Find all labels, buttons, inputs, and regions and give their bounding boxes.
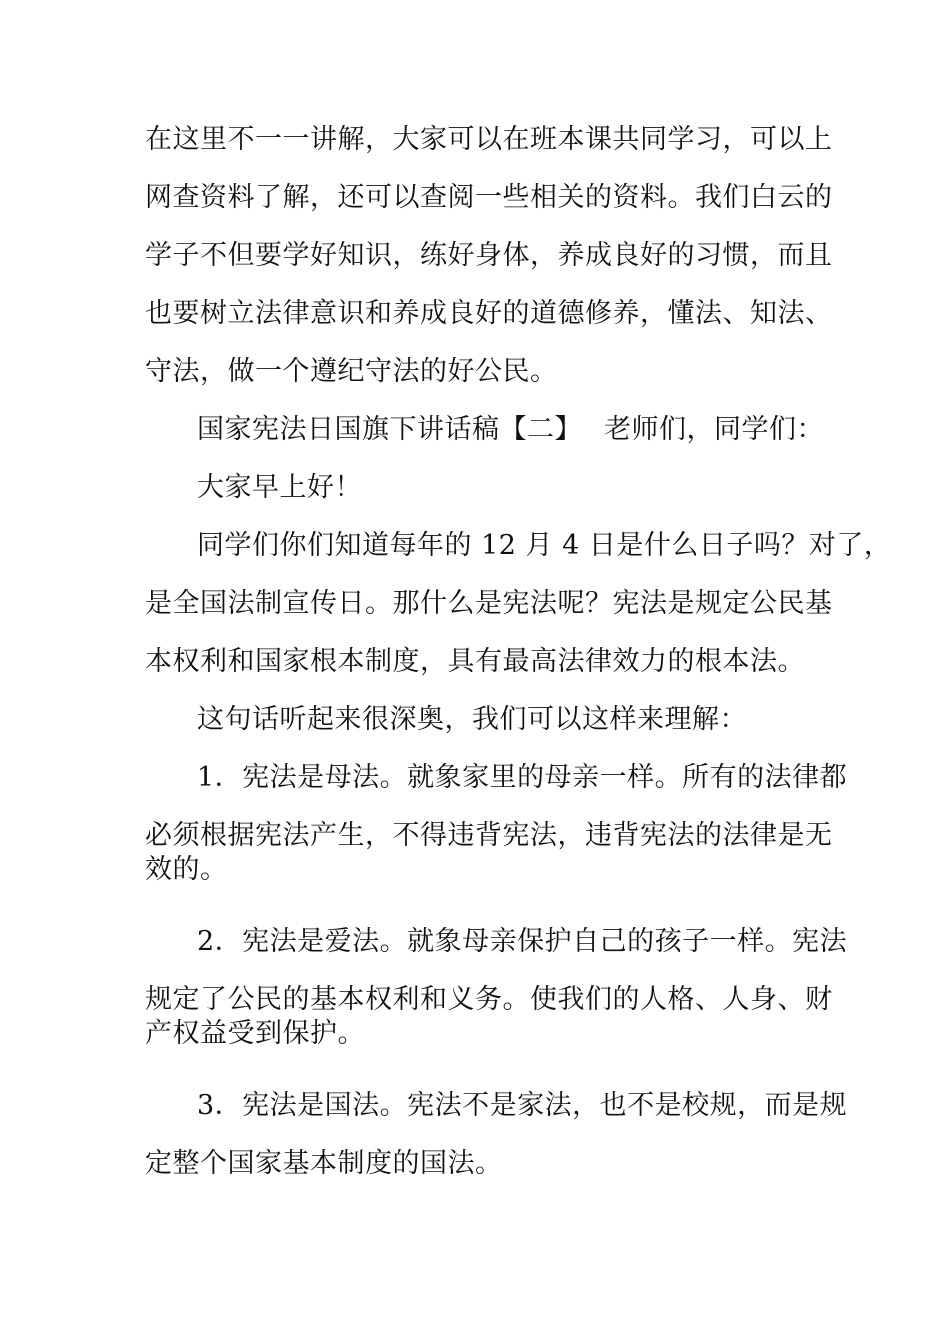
- salutation: 老师们，同学们：: [604, 414, 824, 445]
- paragraph-line: 在这里不一一讲解，大家可以在班本课共同学习，可以上: [145, 124, 833, 155]
- list-item-line: 产权益受到保护。: [145, 1018, 365, 1049]
- paragraph-line: 本权利和国家根本制度，具有最高法律效力的根本法。: [145, 646, 805, 677]
- list-item-line: 效的。: [145, 854, 228, 885]
- paragraph-line: 也要树立法律意识和养成良好的道德修养，懂法、知法、: [145, 298, 833, 329]
- list-item-line: 规定了公民的基本权利和义务。使我们的人格、人身、财: [145, 984, 833, 1015]
- list-item-line: 必须根据宪法产生，不得违背宪法，违背宪法的法律是无: [145, 820, 833, 851]
- section-heading: 国家宪法日国旗下讲话稿【二】: [197, 414, 582, 445]
- list-item-line: 3．宪法是国法。宪法不是家法，也不是校规，而是规: [197, 1090, 848, 1121]
- paragraph-line: 同学们你们知道每年的 12 月 4 日是什么日子吗？对了，: [197, 530, 892, 561]
- paragraph-line: 这句话听起来很深奥，我们可以这样来理解：: [197, 704, 747, 735]
- paragraph-line: 是全国法制宣传日。那什么是宪法呢？宪法是规定公民基: [145, 588, 833, 619]
- greeting: 大家早上好！: [197, 472, 362, 503]
- list-item-line: 1．宪法是母法。就象家里的母亲一样。所有的法律都: [197, 762, 848, 793]
- paragraph-line: 守法，做一个遵纪守法的好公民。: [145, 356, 558, 387]
- paragraph-line: 网查资料了解，还可以查阅一些相关的资料。我们白云的: [145, 182, 833, 213]
- list-item-line: 2．宪法是爱法。就象母亲保护自己的孩子一样。宪法: [197, 926, 848, 957]
- paragraph-line: 学子不但要学好知识，练好身体，养成良好的习惯，而且: [145, 240, 833, 271]
- list-item-line: 定整个国家基本制度的国法。: [145, 1148, 503, 1179]
